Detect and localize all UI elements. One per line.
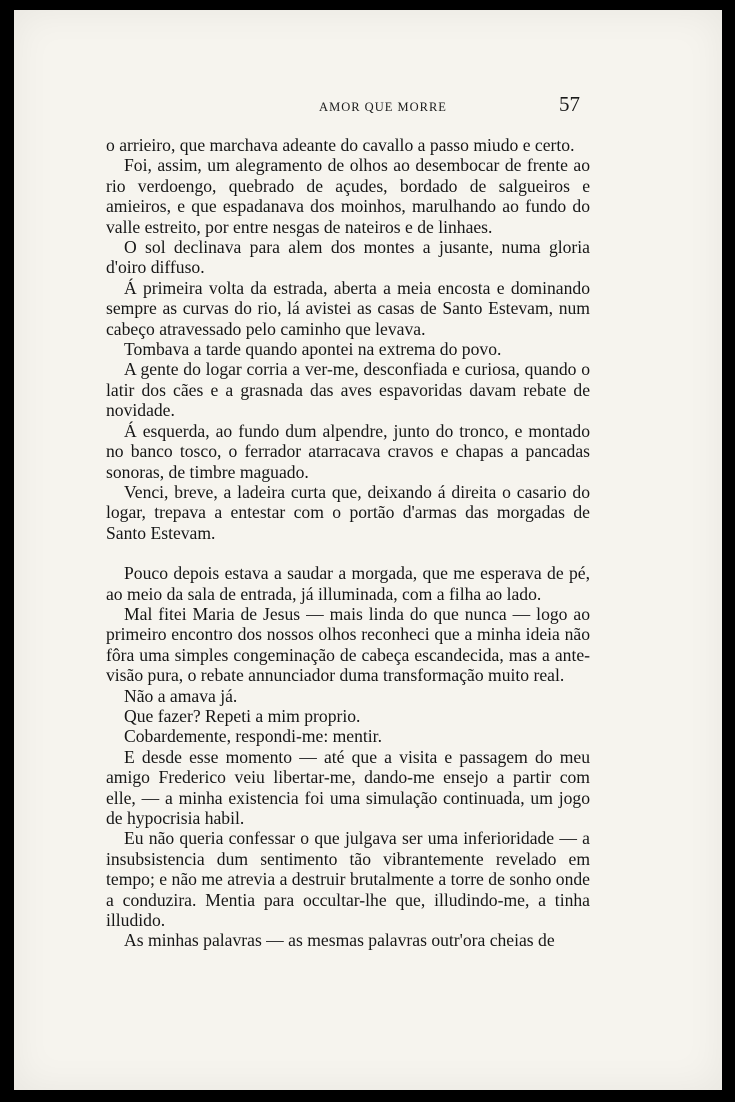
body-text xyxy=(106,135,590,951)
page-header xyxy=(14,92,722,122)
paragraph: E desde esse momento — até que a visita e passagem do meu amigo Frederico veiu libertar-me, dando-me ensejo a partir com elle, — a minha existencia foi uma simulação continuada, um jogo de hypocrisia habil. xyxy=(106,746,590,828)
running-title: AMOR QUE MORRE xyxy=(319,100,447,114)
paragraph: Não a amava já. xyxy=(124,685,238,706)
book-page xyxy=(14,10,722,1090)
paragraph: Venci, breve, a ladeira curta que, deixando á direita o casario do logar, trepava a entestar com o portão d'armas das morgadas de Santo Estevam. xyxy=(106,481,590,543)
paragraph: Cobardemente, respondi-me: mentir. xyxy=(124,726,382,747)
paragraph: Á primeira volta da estrada, aberta a meia encosta e dominando sempre as curvas do rio, lá avistei as casas de Santo Estevam, num cabeço atravessado pelo caminho que levava. xyxy=(106,277,590,339)
paragraph: O sol declinava para alem dos montes a jusante, numa gloria d'oiro diffuso. xyxy=(106,237,590,278)
paragraph: Eu não queria confessar o que julgava ser uma inferioridade — a insubsistencia dum sentimento tão vibrantemente revelado em tempo; e não me atrevia a destruir brutalmente a torre de sonho onde a conduzira. Mentia para occultar-lhe que, illudindo-me, a tinha illudido. xyxy=(106,828,590,931)
paragraph: o arrieiro, que marchava adeante do cavallo a passo miudo e certo. xyxy=(106,135,575,155)
paragraph: Foi, assim, um alegramento de olhos ao desembocar de frente ao rio verdoengo, quebrado de açudes, bordado de salgueiros e amieiros, e que espadanava dos moinhos, marulhando ao fundo do valle estreito, por entre nesgas de nateiros e de linhaes. xyxy=(106,155,590,237)
paragraph: As minhas palavras — as mesmas palavras outr'ora cheias de xyxy=(124,930,555,951)
page-number: 57 xyxy=(559,92,580,116)
paragraph: Que fazer? Repeti a mim proprio. xyxy=(124,705,361,726)
paragraph: Á esquerda, ao fundo dum alpendre, junto do tronco, e montado no banco tosco, o ferrador atarracava cravos e chapas a pancadas sonoras, de timbre maguado. xyxy=(106,420,590,482)
paragraph: Pouco depois estava a saudar a morgada, que me esperava de pé, ao meio da sala de entrada, já illuminada, com a filha ao lado. xyxy=(106,563,590,604)
paragraph: A gente do logar corria a ver-me, desconfiada e curiosa, quando o latir dos cães e a grasnada das aves espavoridas davam rebate de novidade. xyxy=(106,359,590,421)
paragraph: Tombava a tarde quando apontei na extrema do povo. xyxy=(124,339,502,360)
paragraph: Mal fitei Maria de Jesus — mais linda do que nunca — logo ao primeiro encontro dos nossos olhos reconheci que a minha ideia não fôra uma simples congeminação de cabeça escandecida, mas a ante-visão pura, o rebate annunciador duma transformação muito real. xyxy=(106,603,590,686)
